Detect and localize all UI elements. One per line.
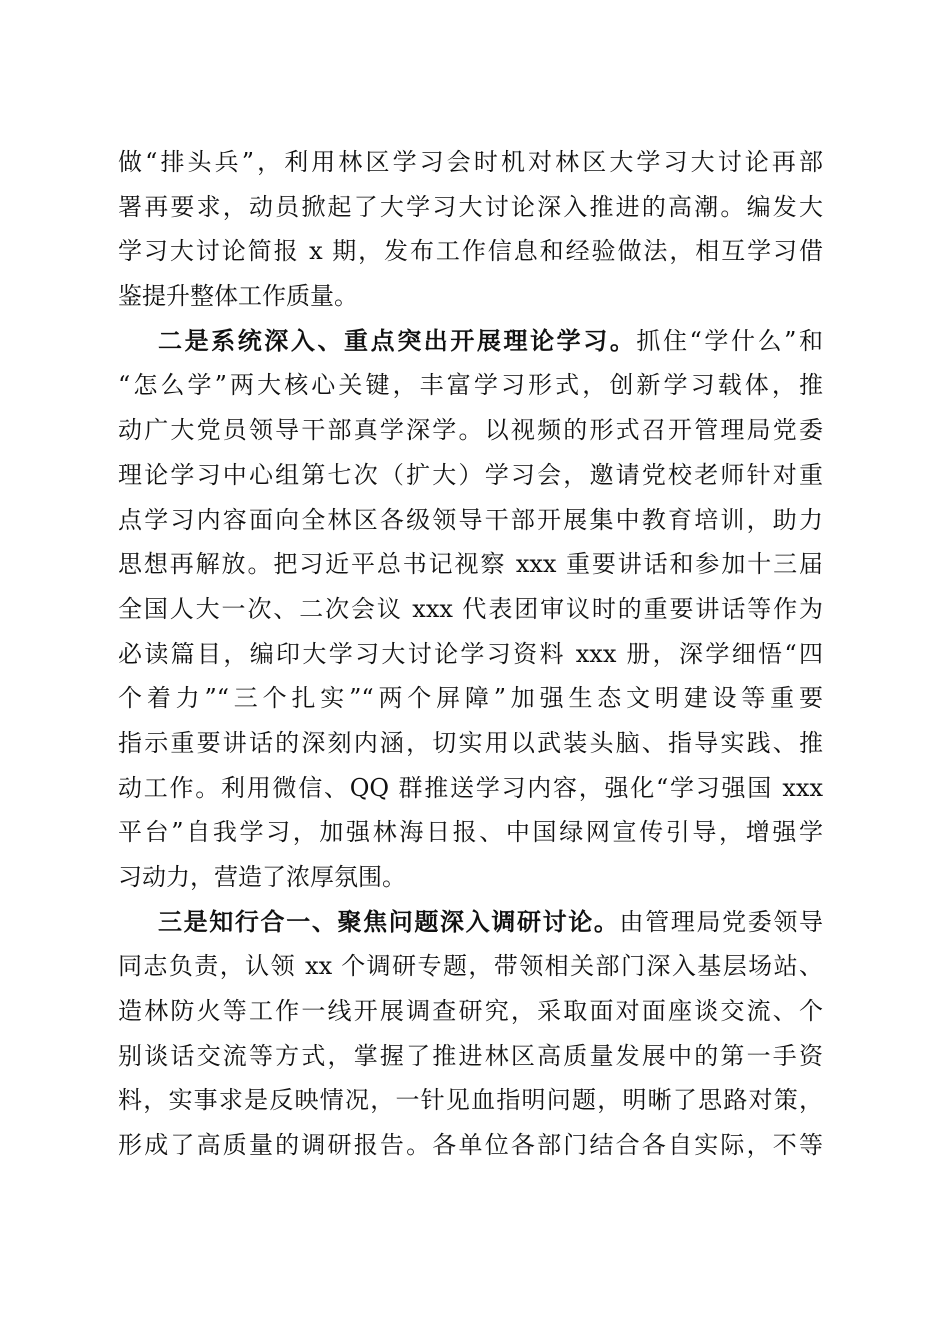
line-text: 思想再解放。把习近平总书记视察 xxx 重要讲话和参加十三届	[118, 550, 823, 579]
text-line	[118, 413, 823, 458]
text-line	[118, 145, 823, 190]
line-text: 学习大讨论简报 x 期，发布工作信息和经验做法，相互学习借	[118, 237, 823, 266]
line-text: 点学习内容面向全林区各级领导干部开展集中教育培训，助力	[118, 505, 823, 534]
text-line	[118, 503, 823, 548]
paragraph-lead-heading: 三是知行合一、聚焦问题深入调研讨论。	[158, 906, 620, 936]
line-text: 指示重要讲话的深刻内涵，切实用以武装头脑、指导实践、推	[118, 728, 823, 757]
text-line	[118, 994, 823, 1039]
text-line	[118, 368, 823, 413]
text-line	[118, 681, 823, 726]
paragraph-lead-heading: 二是系统深入、重点突出开展理论学习。	[158, 325, 637, 355]
line-text: 必读篇目，编印大学习大讨论学习资料 xxx 册，深学细悟“四	[118, 639, 823, 668]
text-line	[118, 949, 823, 994]
document-body	[118, 145, 823, 1173]
text-line	[118, 1039, 823, 1084]
line-text: 抓住“学什么”和	[636, 326, 823, 355]
text-line	[118, 815, 823, 860]
line-text: 别谈话交流等方式，掌握了推进林区高质量发展中的第一手资	[118, 1041, 823, 1070]
line-text: 习动力，营造了浓厚氛围。	[118, 863, 406, 891]
paragraph	[118, 145, 823, 324]
line-text: 鉴提升整体工作质量。	[118, 282, 358, 311]
text-line	[118, 234, 823, 279]
paragraph	[118, 905, 823, 1173]
text-line	[118, 726, 823, 771]
line-text: 理论学习中心组第七次（扩大）学习会，邀请党校老师针对重	[118, 460, 823, 489]
text-line	[118, 771, 823, 816]
line-text: 做“排头兵”，利用林区学习会时机对林区大学习大讨论再部	[118, 148, 823, 176]
line-text: 署再要求，动员掀起了大学习大讨论深入推进的高潮。编发大	[118, 192, 823, 221]
line-text: 平台”自我学习，加强林海日报、中国绿网宣传引导，增强学	[118, 818, 823, 847]
line-text: 全国人大一次、二次会议 xxx 代表团审议时的重要讲话等作为	[118, 594, 823, 623]
text-line	[118, 1128, 823, 1173]
line-text: 由管理局党委领导	[619, 907, 823, 936]
line-text: 形成了高质量的调研报告。各单位各部门结合各自实际，不等	[118, 1131, 823, 1160]
line-text: “怎么学”两大核心关键，丰富学习形式，创新学习载体，推	[118, 371, 823, 400]
text-line	[118, 279, 823, 324]
text-line	[118, 547, 823, 592]
text-line	[118, 637, 823, 682]
text-line	[118, 860, 823, 905]
text-line	[118, 1083, 823, 1128]
text-line	[118, 190, 823, 235]
line-text: 动广大党员领导干部真学深学。以视频的形式召开管理局党委	[118, 416, 823, 445]
paragraph	[118, 324, 823, 905]
line-text: 造林防火等工作一线开展调查研究，采取面对面座谈交流、个	[118, 997, 823, 1026]
text-line	[118, 324, 823, 369]
line-text: 个着力”“三个扎实”“两个屏障”加强生态文明建设等重要	[118, 684, 823, 713]
line-text: 同志负责，认领 xx 个调研专题，带领相关部门深入基层场站、	[118, 952, 823, 981]
line-text: 动工作。利用微信、QQ 群推送学习内容，强化“学习强国 xxx	[118, 773, 823, 802]
line-text: 料，实事求是反映情况，一针见血指明问题，明晰了思路对策，	[118, 1086, 823, 1115]
text-line	[118, 905, 823, 950]
text-line	[118, 458, 823, 503]
text-line	[118, 592, 823, 637]
